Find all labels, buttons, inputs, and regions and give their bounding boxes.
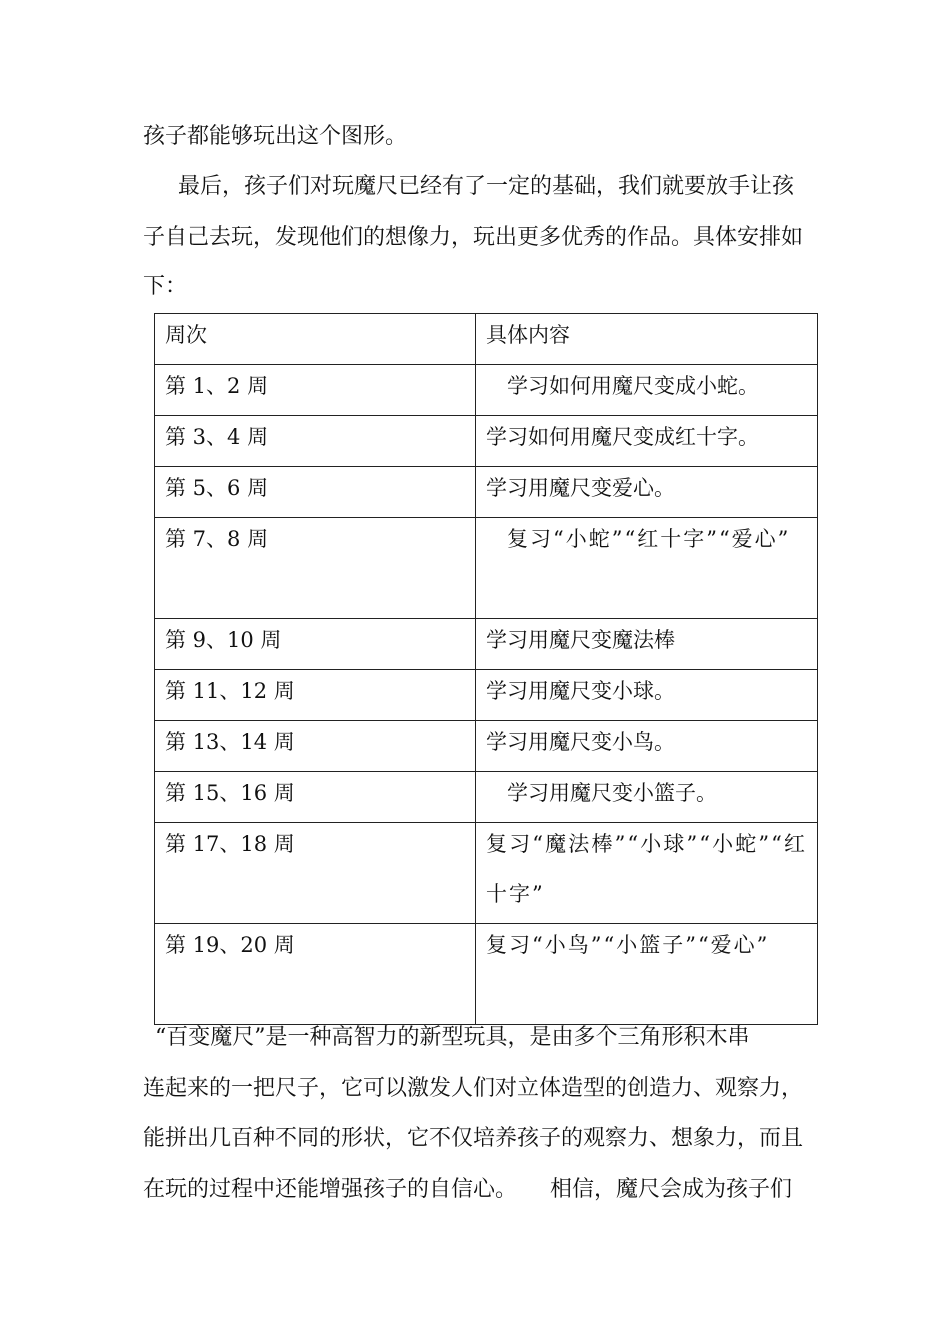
paragraph-line: 孩子都能够玩出这个图形。 [143,124,408,149]
paragraph-line: “百变魔尺”是一种高智力的新型玩具，是由多个三角形积木串 [155,1025,750,1050]
table-row [155,467,818,518]
table-row [155,772,818,823]
table-header-row [155,314,818,365]
paragraph-line: 在玩的过程中还能增强孩子的自信心。 相信，魔尺会成为孩子们 [143,1177,793,1202]
paragraph-line: 能拼出几百种不同的形状，它不仅培养孩子的观察力、想象力，而且 [143,1126,804,1151]
table-row [155,365,818,416]
paragraph-line: 最后，孩子们对玩魔尺已经有了一定的基础，我们就要放手让孩 [178,174,795,199]
week-cell: 第 13、14 周 [155,721,476,772]
table-row [155,518,818,619]
table-header-week: 周次 [155,314,476,365]
table-row [155,721,818,772]
content-cell: 学习如何用魔尺变成红十字。 [476,416,818,467]
week-cell: 第 3、4 周 [155,416,476,467]
table-row [155,823,818,924]
table-row [155,619,818,670]
content-cell: 复习“小鸟”“小篮子”“爱心” [476,924,818,1025]
schedule-table [154,313,818,1025]
week-cell: 第 15、16 周 [155,772,476,823]
content-cell: 复习“小蛇”“红十字”“爱心” [476,518,818,619]
table-row [155,924,818,1025]
content-cell: 学习用魔尺变魔法棒 [476,619,818,670]
week-cell: 第 7、8 周 [155,518,476,619]
content-cell: 复习“魔法棒”“小球”“小蛇”“红十字” [476,823,818,924]
week-cell: 第 9、10 周 [155,619,476,670]
content-cell: 学习如何用魔尺变成小蛇。 [476,365,818,416]
week-cell: 第 17、18 周 [155,823,476,924]
content-cell: 学习用魔尺变小篮子。 [476,772,818,823]
week-cell: 第 19、20 周 [155,924,476,1025]
paragraph-line: 连起来的一把尺子，它可以激发人们对立体造型的创造力、观察力， [143,1076,804,1101]
week-cell: 第 1、2 周 [155,365,476,416]
table-row [155,416,818,467]
week-cell: 第 11、12 周 [155,670,476,721]
table-row [155,670,818,721]
content-cell: 学习用魔尺变小鸟。 [476,721,818,772]
content-cell: 学习用魔尺变爱心。 [476,467,818,518]
table-header-content: 具体内容 [476,314,818,365]
week-cell: 第 5、6 周 [155,467,476,518]
content-cell: 学习用魔尺变小球。 [476,670,818,721]
paragraph-line: 子自己去玩，发现他们的想像力，玩出更多优秀的作品。具体安排如 [143,225,804,250]
paragraph-line: 下： [143,274,188,299]
